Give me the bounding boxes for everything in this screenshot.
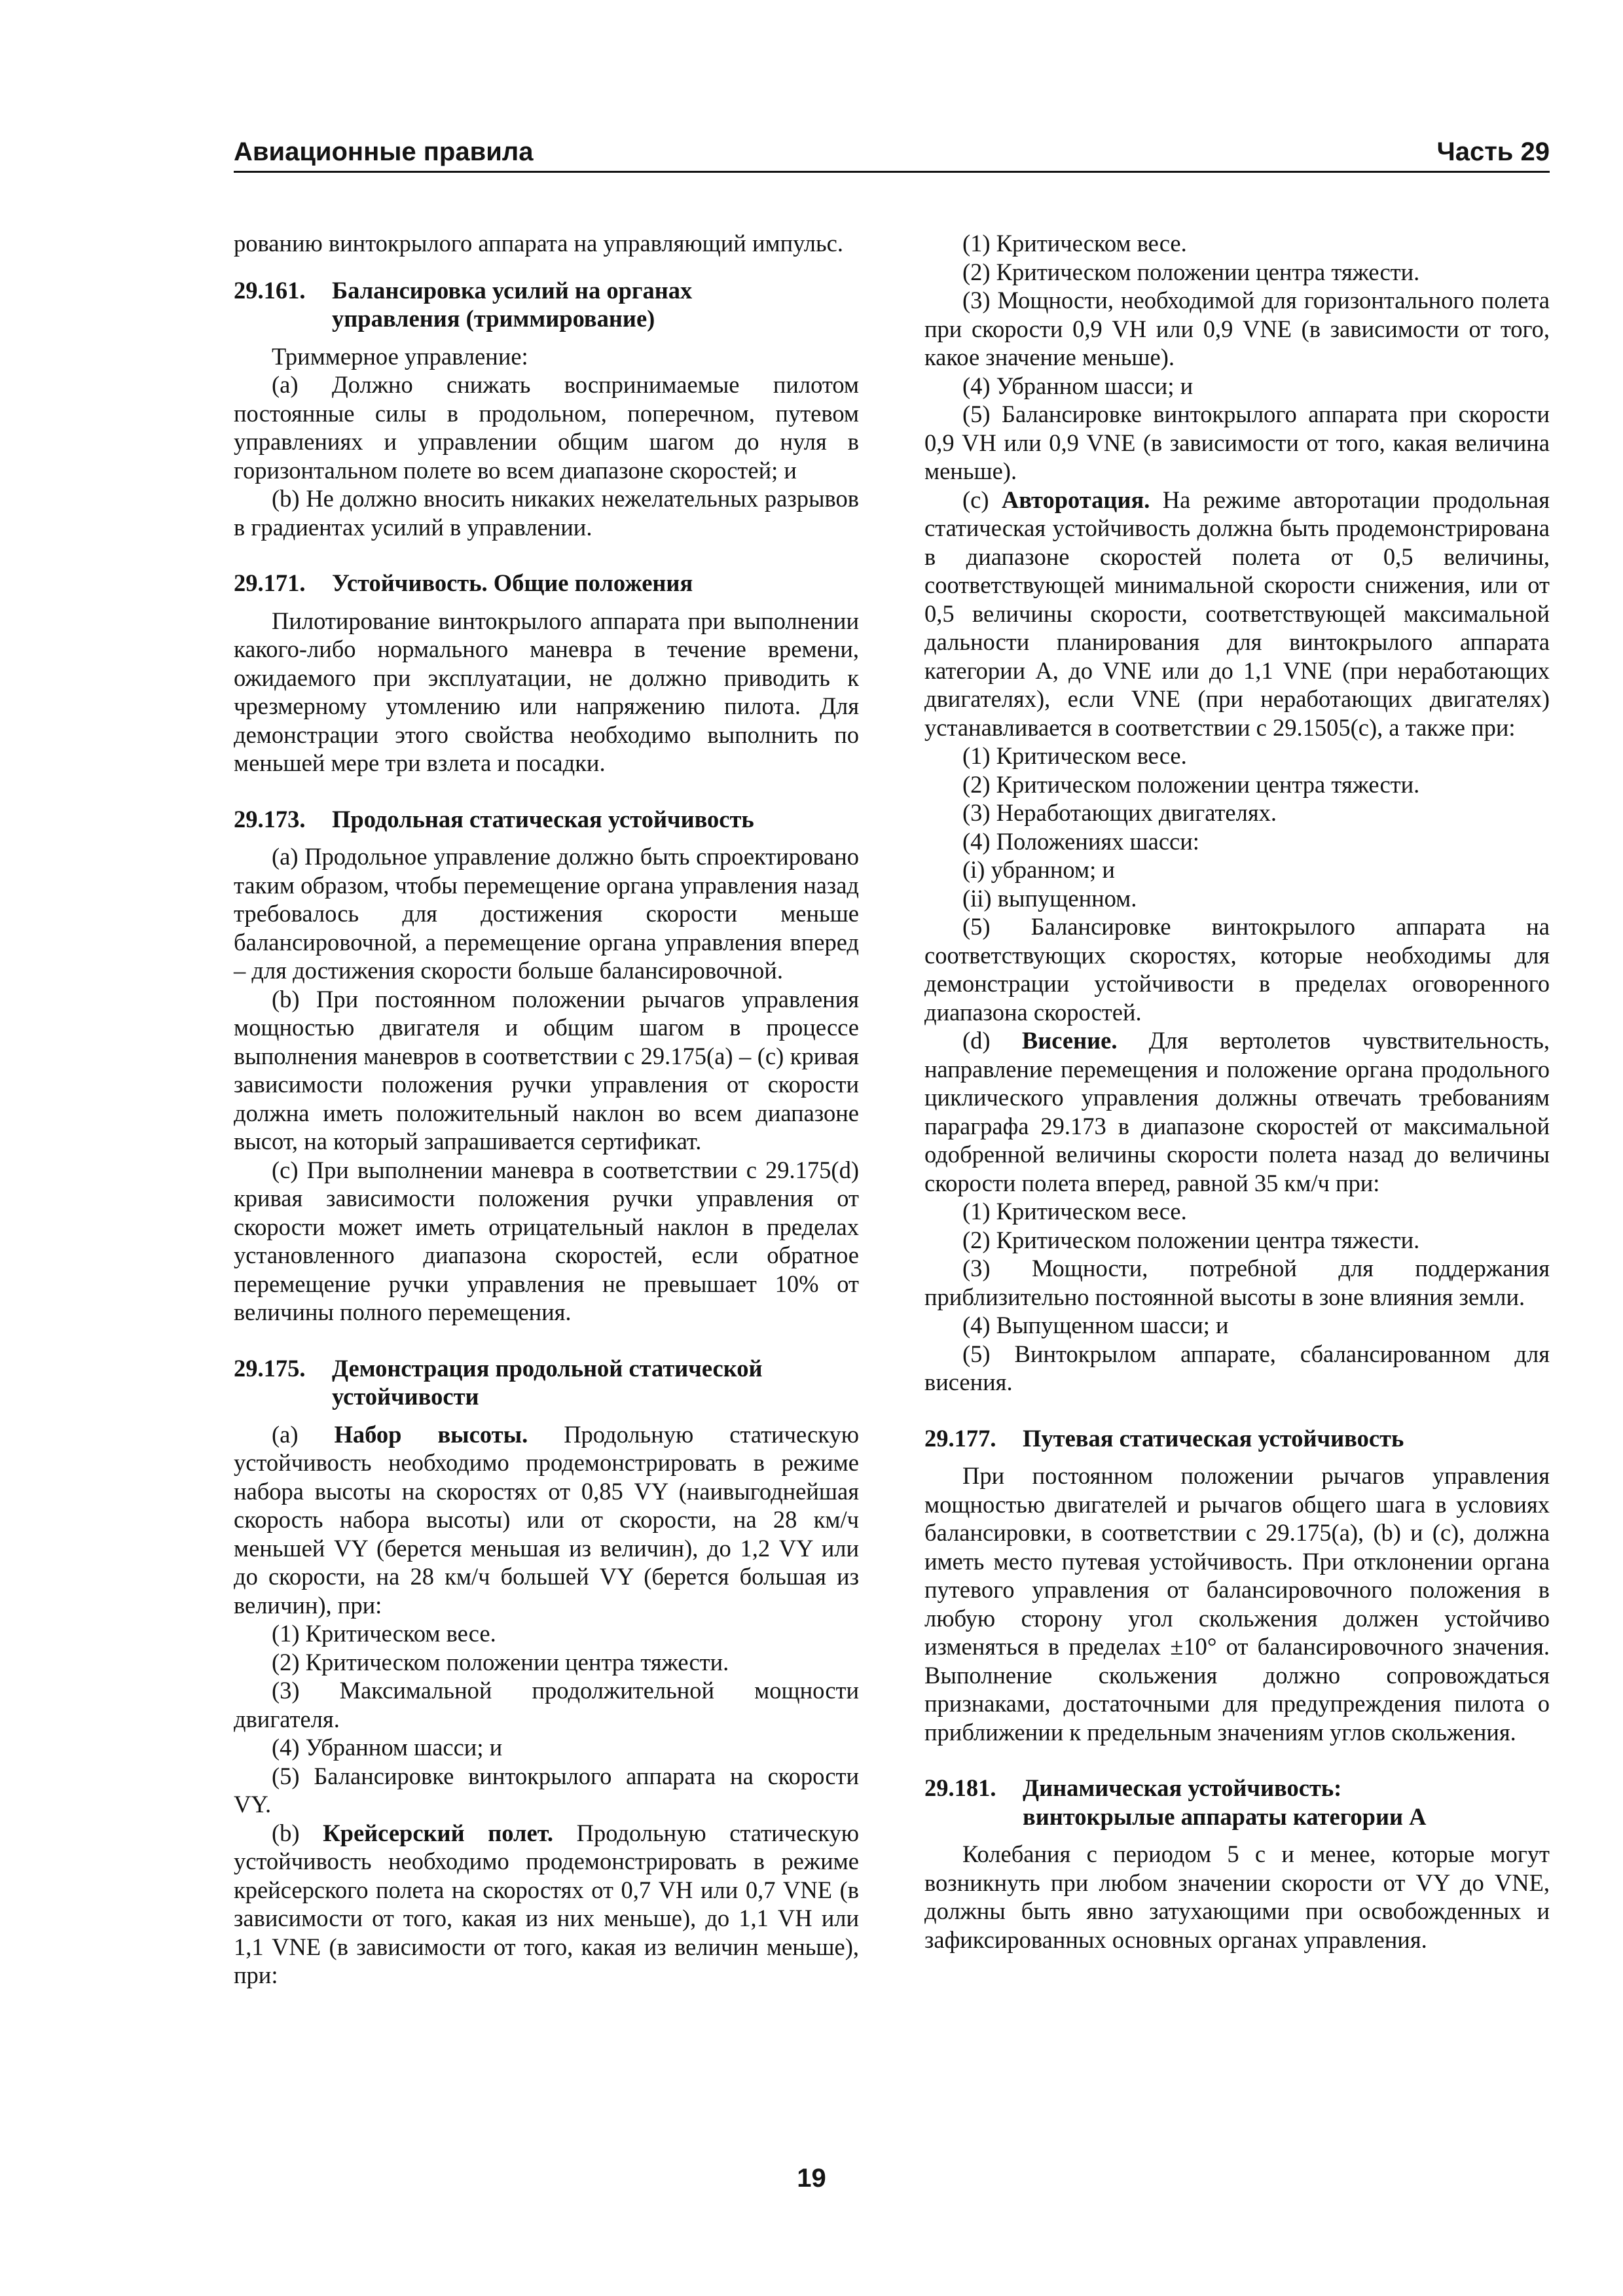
paragraph: (2) Критическом положении центра тяжести.: [962, 770, 1420, 798]
section-number: 29.181.: [924, 1774, 996, 1801]
item-marker: (c): [962, 486, 1002, 513]
paragraph: При постоянном положении рычагов управления мощностью двигателей и рычагов общего шага в условиях балансировки, в соответствии с 29.175(a), (b) и (c), должна иметь место путевая устойчивость. При отклонении органа путевого управления от балансировочного положения в любую сторону угол скольжения должен устойчиво изменяться в пределах ±10° от балансировочного значения. Выполнение скольжения должно сопровождаться признаками, достаточными для предупреждения пилота о приближении к предельным значениям углов скольжения.: [924, 1462, 1550, 1746]
paragraph: (5) Балансировке винтокрылого аппарата на скорости VY.: [234, 1762, 859, 1818]
paragraph: (3) Мощности, потребной для поддержания приблизительно постоянной высоты в зоне влияния земли.: [924, 1255, 1550, 1310]
section-title: Балансировка усилий на органах: [332, 276, 693, 304]
paragraph: Пилотирование винтокрылого аппарата при выполнении какого-либо нормального маневра в течение времени, ожидаемого при эксплуатации, не должно приводить к чрезмерному утомлению или напряжению пилота. Для демонстрации этого свойства необходимо выполнить по меньшей мере три взлета и посадки.: [234, 607, 859, 776]
paragraph: Колебания с периодом 5 с и менее, которые могут возникнуть при любом значении скорости от VY до VNE, должны быть явно затухающими при освобожденных и зафиксированных основных органах управления.: [924, 1840, 1550, 1953]
paragraph-text: Для вертолетов чувствительность, направление перемещения и положение органа продольного циклического управления должны отвечать требованиям параграфа 29.173 в диапазоне скоростей от максимальной одобренной величины скорости полета назад до величины скорости полета вперед, равной 35 км/ч при:: [924, 1027, 1550, 1196]
section-title: Демонстрация продольной статической: [332, 1354, 763, 1382]
item-marker: (a): [272, 1420, 335, 1448]
item-marker: (d): [962, 1027, 1022, 1054]
paragraph: (1) Критическом весе.: [962, 742, 1187, 769]
right-column: [924, 229, 1550, 1954]
section-heading: [924, 1774, 1550, 1831]
paragraph: (3) Неработающих двигателях.: [962, 799, 1277, 826]
section-title-cont: управления (триммирование): [332, 305, 655, 332]
paragraph-text: Продольную статическую устойчивость необходимо продемонстрировать в режиме крейсерского полета на скоростях от 0,7 VH или 0,7 VNE (в зависимости от того, какая из них меньше), до 1,1 VH или 1,1 VNE (в зависимости от того, какая из величин меньше), при:: [234, 1819, 859, 1988]
paragraph: (c) При выполнении маневра в соответствии с 29.175(d) кривая зависимости положения ручки управления от скорости может иметь отрицательный наклон в пределах установленного диапазона скоростей, если обратное перемещение ручки управления не превышает 10% от величины полного перемещения.: [234, 1156, 859, 1325]
paragraph: (b) Не должно вносить никаких нежелательных разрывов в градиентах усилий в управлении.: [234, 485, 859, 541]
paragraph: [234, 1420, 859, 1620]
paragraph: (4) Выпущенном шасси; и: [962, 1312, 1229, 1338]
paragraph: (1) Критическом весе.: [962, 1198, 1187, 1225]
paragraph: (3) Максимальной продолжительной мощности двигателя.: [234, 1677, 859, 1732]
run-in-heading: Висение.: [1021, 1027, 1118, 1054]
run-in-heading: Крейсерский полет.: [323, 1819, 553, 1846]
section-title: Устойчивость. Общие положения: [332, 569, 693, 596]
paragraph: (a) Должно снижать воспринимаемые пилотом постоянные силы в продольном, поперечном, путевом управлениях и управлении общим шагом до нуля в горизонтальном полете во всем диапазоне скоростей; и: [234, 371, 859, 484]
run-in-heading: Авторотация.: [1001, 486, 1150, 513]
section-title-cont: винтокрылые аппараты категории А: [1023, 1803, 1427, 1830]
section-heading: [924, 1424, 1550, 1453]
paragraph: (5) Винтокрылом аппарате, сбалансированном для висения.: [924, 1340, 1550, 1395]
paragraph: [924, 486, 1550, 742]
paragraph-text: Продольную статическую устойчивость необходимо продемонстрировать в режиме набора высоты на скоростях от 0,85 VY (наивыгоднейшая скорость набора высоты) или от скорости, на 28 км/ч меньшей VY (берется меньшая из величин), до 1,2 VY или до скорости, на 28 км/ч большей VY (берется большая из величин), при:: [234, 1420, 859, 1619]
item-marker: (b): [272, 1819, 323, 1846]
run-in-heading: Набор высоты.: [334, 1420, 528, 1448]
paragraph: (i) убранном; и: [962, 856, 1115, 883]
paragraph: (2) Критическом положении центра тяжести.: [962, 1226, 1420, 1253]
paragraph: (ii) выпущенном.: [962, 884, 1137, 912]
section-title-cont: устойчивости: [332, 1383, 479, 1410]
section-title: Динамическая устойчивость:: [1023, 1774, 1342, 1801]
section-title: Продольная статическая устойчивость: [332, 805, 754, 833]
paragraph: [234, 1819, 859, 1990]
paragraph: (1) Критическом весе.: [962, 230, 1187, 257]
paragraph: (a) Продольное управление должно быть спроектировано таким образом, чтобы перемещение органа управления назад требовалось для достижения скорости меньше балансировочной, а перемещение органа управления вперед – для достижения скорости больше балансировочной.: [234, 843, 859, 984]
paragraph: (1) Критическом весе.: [272, 1620, 496, 1647]
paragraph: [924, 1026, 1550, 1197]
paragraph: (4) Положениях шасси:: [962, 827, 1199, 855]
paragraph: (4) Убранном шасси; и: [272, 1734, 503, 1761]
left-column: [234, 229, 859, 1990]
page-number: 19: [797, 2164, 826, 2193]
paragraph: (5) Балансировке винтокрылого аппарата на соответствующих скоростях, которые необходимы для демонстрации устойчивости в пределах оговоренного диапазона скоростей.: [924, 913, 1550, 1026]
section-heading: [234, 569, 859, 598]
header-title: Авиационные правила: [234, 137, 534, 166]
section-number: 29.177.: [924, 1424, 996, 1452]
paragraph: (b) При постоянном положении рычагов управления мощностью двигателя и общим шагом в процессе выполнения маневров в соответствии с 29.175(a) – (c) кривая зависимости положения ручки управления от скорости должна иметь положительный наклон во всем диапазоне высот, на который запрашивается сертификат.: [234, 985, 859, 1155]
section-number: 29.173.: [234, 805, 306, 833]
page-header: [234, 134, 1550, 173]
paragraph: Триммерное управление:: [272, 342, 528, 370]
section-heading: [234, 1354, 859, 1411]
section-heading: [234, 276, 859, 333]
paragraph-text: На режиме авторотации продольная статическая устойчивость должна быть продемонстрирована в диапазоне скоростей полета от 0,5 величины, соответствующей минимальной скорости снижения, или от 0,5 величины скорости, соответствующей максимальной дальности планирования для винтокрылого аппарата категории А, до VNE или до 1,1 VNE (при неработающих двигателях), если VNE (при неработающих двигателях) устанавливается в соответствии с 29.1505(c), а также при:: [924, 486, 1550, 741]
section-number: 29.171.: [234, 569, 306, 596]
section-number: 29.175.: [234, 1354, 306, 1382]
paragraph: (3) Мощности, необходимой для горизонтального полета при скорости 0,9 VH или 0,9 VNE (в зависимости от того, какое значение меньше).: [924, 287, 1550, 370]
paragraph: рованию винтокрылого аппарата на управляющий импульс.: [234, 230, 843, 257]
section-number: 29.161.: [234, 276, 306, 304]
header-part: Часть 29: [1436, 137, 1550, 166]
section-heading: [234, 805, 859, 834]
section-title: Путевая статическая устойчивость: [1023, 1424, 1404, 1452]
paragraph: (5) Балансировке винтокрылого аппарата при скорости 0,9 VH или 0,9 VNE (в зависимости от того, какая величина меньше).: [924, 401, 1550, 484]
paragraph: (2) Критическом положении центра тяжести.: [962, 258, 1420, 285]
paragraph: (2) Критическом положении центра тяжести.: [272, 1648, 729, 1676]
paragraph: (4) Убранном шасси; и: [962, 372, 1194, 399]
